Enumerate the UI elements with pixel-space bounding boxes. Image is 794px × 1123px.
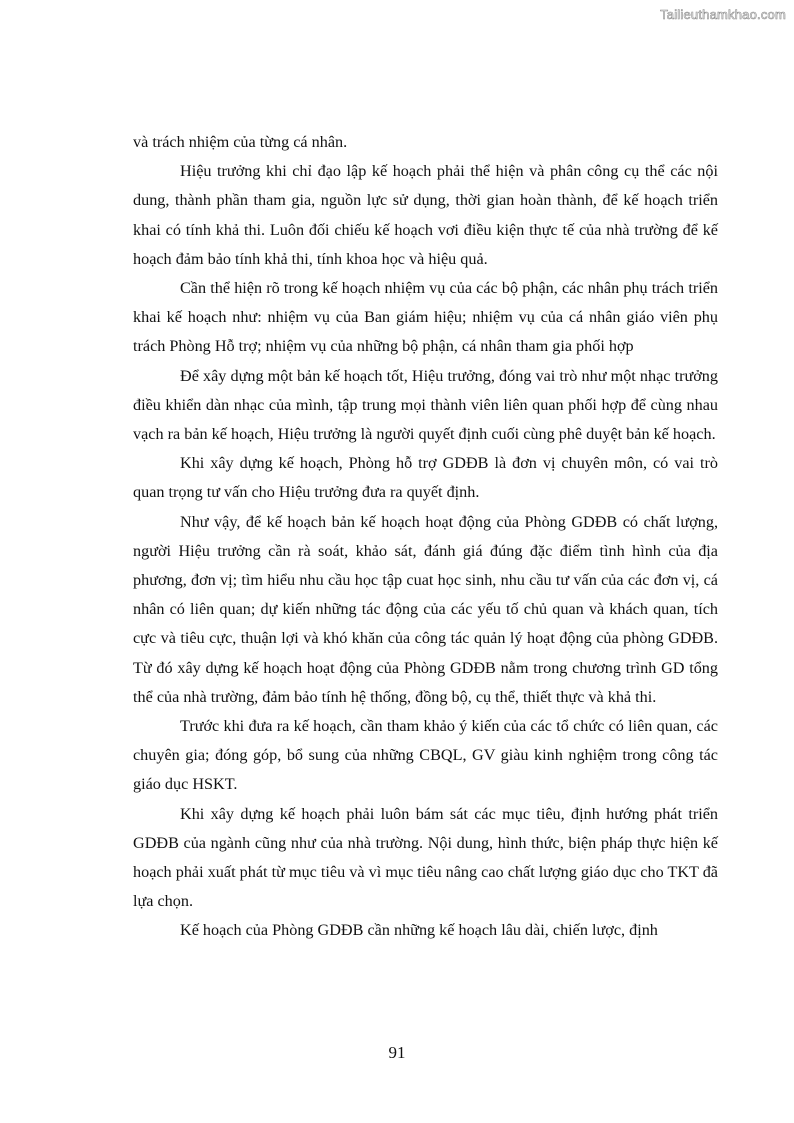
paragraph: Khi xây dựng kế hoạch, Phòng hỗ trợ GDĐB là đơn vị chuyên môn, có vai trò quan trọng tư vấn cho Hiệu trưởng đưa ra quyết định. (133, 454, 718, 502)
page-number: 91 (388, 1043, 406, 1062)
paragraph: Trước khi đưa ra kế hoạch, cần tham khảo ý kiến của các tổ chức có liên quan, các chuyên gia; đóng góp, bổ sung của những CBQL, GV giàu kinh nghiệm trong công tác giáo dục HSKT. (133, 717, 718, 794)
paragraph: Như vậy, để kế hoạch bản kế hoạch hoạt động của Phòng GDĐB có chất lượng, người Hiệu trưởng cần rà soát, khảo sát, đánh giá đúng đặc điểm tình hình của địa phương, đơn vị; tìm hiểu nhu cầu học tập cuat học sinh, nhu cầu tư vấn của các đơn vị, cá nhân có liên quan; dự kiến những tác động của các yếu tố chủ quan và khách quan, tích cực và tiêu cực, thuận lợi và khó khăn của công tác quản lý hoạt động của phòng GDĐB. Từ đó xây dựng kế hoạch hoạt động của Phòng GDĐB nằm trong chương trình GD tổng thể của nhà trường, đảm bảo tính hệ thống, đồng bộ, cụ thể, thiết thực và khả thi. (133, 512, 718, 706)
document-body (133, 128, 718, 946)
paragraph: Khi xây dựng kế hoạch phải luôn bám sát các mục tiêu, định hướng phát triển GDĐB của ngành cũng như của nhà trường. Nội dung, hình thức, biện pháp thực hiện kế hoạch phải xuất phát từ mục tiêu và vì mục tiêu nâng cao chất lượng giáo dục cho TKT đã lựa chọn. (133, 804, 718, 911)
site-watermark: Tailieuthamkhao.com (660, 7, 786, 22)
paragraph: Cần thể hiện rõ trong kế hoạch nhiệm vụ của các bộ phận, các nhân phụ trách triển khai kế hoạch như: nhiệm vụ của Ban giám hiệu; nhiệm vụ của cá nhân giáo viên phụ trách Phòng Hỗ trợ; nhiệm vụ của những bộ phận, cá nhân tham gia phối hợp (133, 279, 718, 356)
paragraph-continuation: và trách nhiệm của từng cá nhân. (133, 133, 348, 151)
paragraph: Hiệu trưởng khi chỉ đạo lập kế hoạch phải thể hiện và phân công cụ thể các nội dung, thành phần tham gia, nguồn lực sử dụng, thời gian hoàn thành, để kế hoạch triển khai có tính khả thi. Luôn đối chiếu kế hoạch vơi điều kiện thực tế của nhà trường để kế hoạch đảm bảo tính khả thi, tính khoa học và hiệu quả. (133, 162, 718, 268)
paragraph-last: Kế hoạch của Phòng GDĐB cần những kế hoạch lâu dài, chiến lược, định (180, 921, 658, 940)
paragraph: Để xây dựng một bản kế hoạch tốt, Hiệu trưởng, đóng vai trò như một nhạc trưởng điều khiển dàn nhạc của mình, tập trung mọi thành viên liên quan phối hợp để cùng nhau vạch ra bản kế hoạch, Hiệu trưởng là người quyết định cuối cùng phê duyệt bản kế hoạch. (133, 366, 718, 444)
